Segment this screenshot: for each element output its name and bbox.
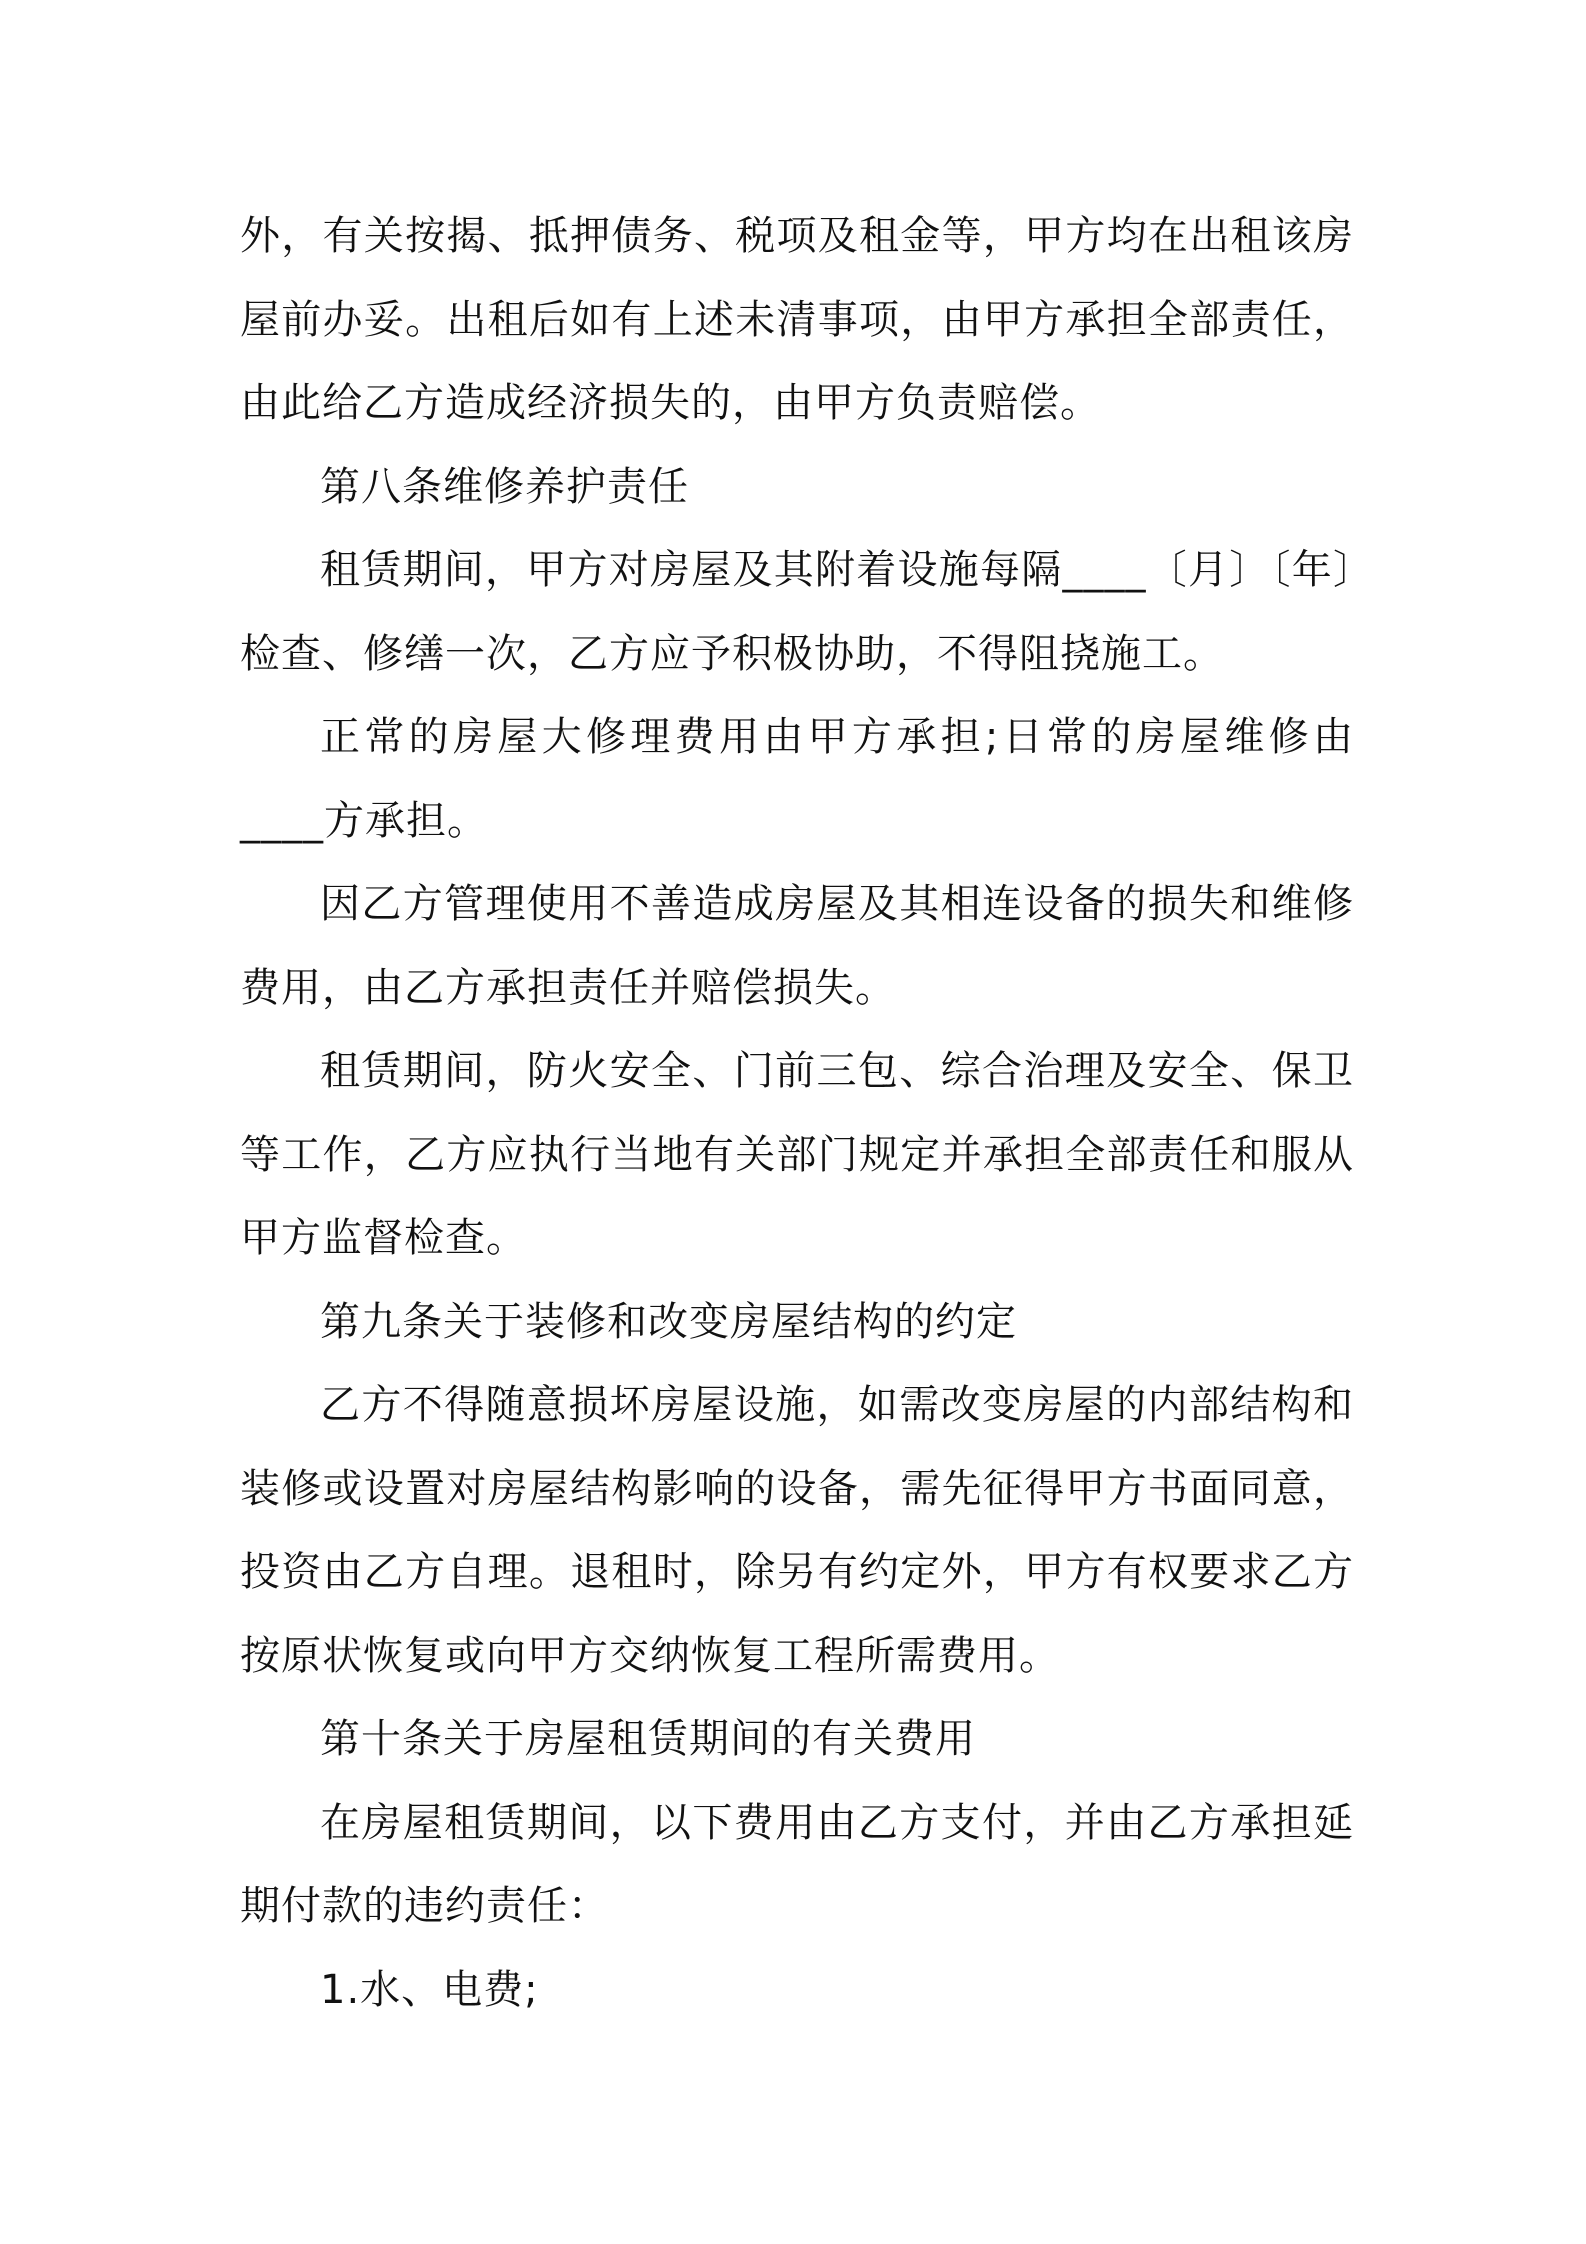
paragraph-renovation: 乙方不得随意损坏房屋设施，如需改变房屋的内部结构和装修或设置对房屋结构影响的设备，需先征得甲方书面同意，投资由乙方自理。退租时，除另有约定外，甲方有权要求乙方按原状恢复或向甲方交纳恢复工程所需费用。 [240,1382,1354,1679]
paragraph-fees: 在房屋租赁期间，以下费用由乙方支付，并由乙方承担延期付款的违约责任： [240,1799,1354,1929]
paragraph-repair-costs: 正常的房屋大修理费用由甲方承担;日常的房屋维修由____方承担。 [240,714,1354,844]
paragraph-damage-liability: 因乙方管理使用不善造成房屋及其相连设备的损失和维修费用，由乙方承担责任并赔偿损失。 [240,881,1354,1011]
article-9-heading: 第九条关于装修和改变房屋结构的约定 [320,1298,1017,1345]
paragraph-inspection: 租赁期间，甲方对房屋及其附着设施每隔____〔月〕〔年〕检查、修缮一次，乙方应予积极协助，不得阻挠施工。 [240,547,1354,677]
paragraph-safety: 租赁期间，防火安全、门前三包、综合治理及安全、保卫等工作，乙方应执行当地有关部门规定并承担全部责任和服从甲方监督检查。 [240,1048,1354,1261]
article-8-heading: 第八条维修养护责任 [320,463,689,510]
article-10-heading: 第十条关于房屋租赁期间的有关费用 [320,1716,976,1762]
paragraph-continuation: 外，有关按揭、抵押债务、税项及租金等，甲方均在出租该房屋前办妥。出租后如有上述未清事项，由甲方承担全部责任，由此给乙方造成经济损失的，由甲方负责赔偿。 [240,213,1354,426]
document-body [240,195,1354,2032]
list-item-utilities: 1.水、电费; [320,1966,539,2013]
